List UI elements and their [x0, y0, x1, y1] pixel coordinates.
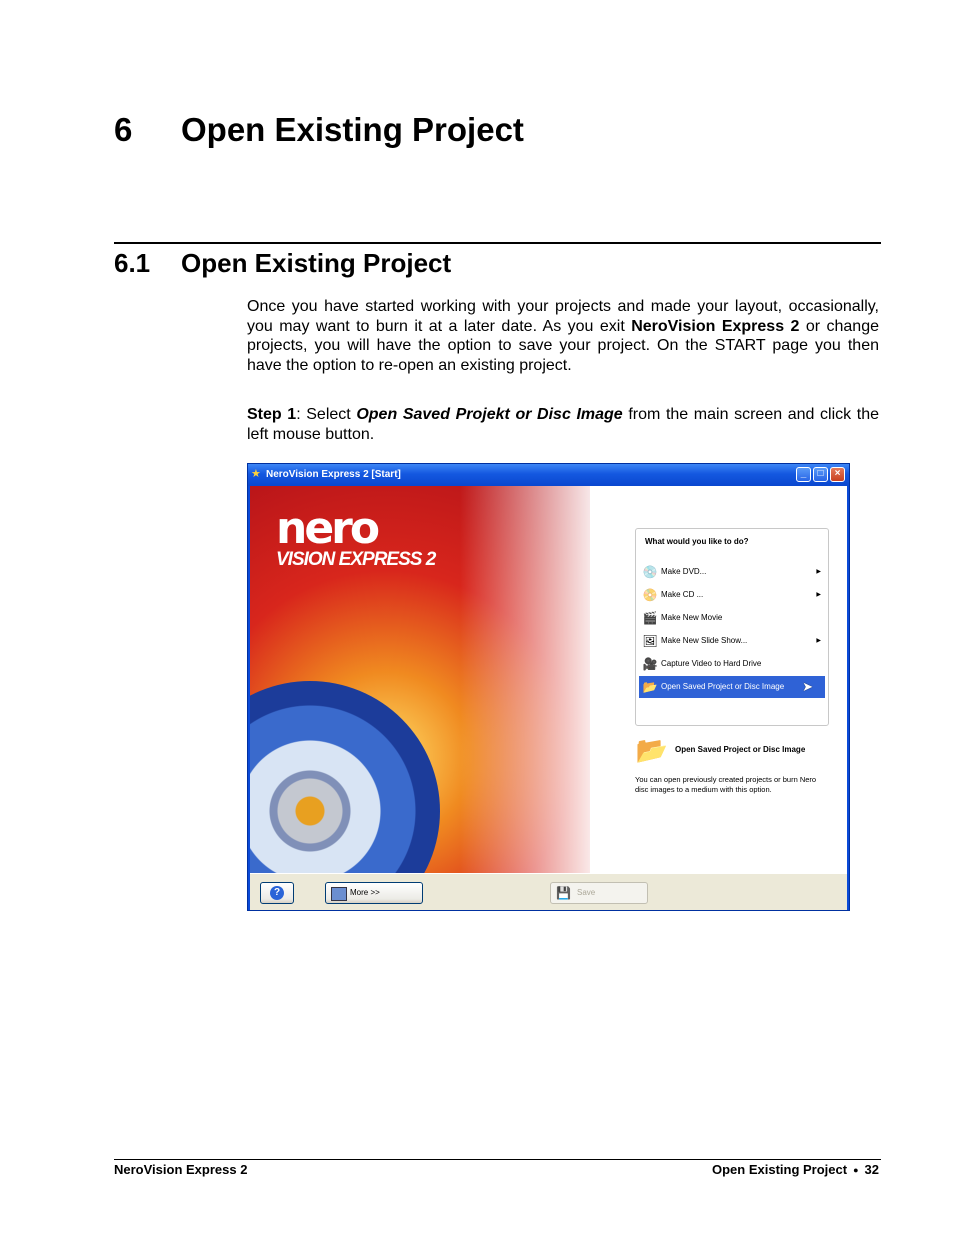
section-title: Open Existing Project [181, 248, 452, 278]
window-title: NeroVision Express 2 [Start] [266, 469, 401, 480]
app-icon: ★ [251, 468, 261, 480]
task-heading: What would you like to do? [645, 537, 749, 546]
more-button[interactable] [325, 882, 423, 904]
section-rule [114, 242, 881, 244]
help-icon: ? [270, 886, 284, 900]
footer-rule [114, 1159, 881, 1160]
task-make-dvd[interactable] [639, 561, 825, 583]
capture-icon: 🎥 [642, 657, 658, 671]
step1-text-a: : Select [296, 406, 357, 423]
step1-label: Step 1 [247, 406, 297, 423]
window-client-area [250, 486, 847, 873]
floppy-disk-icon: 💾 [556, 886, 571, 900]
save-label: Save [577, 888, 596, 897]
minimize-button[interactable]: _ [796, 467, 811, 482]
help-button[interactable] [260, 882, 294, 904]
step1-text-b: from the main screen and click the left mouse button. [247, 406, 880, 443]
task-label: Make New Movie [661, 613, 723, 622]
footer-chapter-title: Open Existing Project [712, 1162, 848, 1177]
bottom-toolbar [250, 873, 847, 910]
task-label: Make New Slide Show... [661, 636, 748, 645]
task-menu [635, 528, 829, 726]
folder-open-large-icon: 📂 [635, 735, 669, 765]
task-label: Open Saved Project or Disc Image [661, 682, 785, 691]
submenu-arrow-icon: ▶ [816, 569, 821, 575]
more-icon [331, 887, 347, 901]
intro-text-b: or change projects, you will have the option to save your project. On the START page you then have the option to re-open an existing project. [247, 317, 879, 374]
folder-open-icon: 📂 [642, 680, 658, 694]
intro-paragraph [247, 297, 879, 375]
section-heading [114, 246, 451, 280]
footer-chapter [712, 1162, 879, 1178]
step1-paragraph [247, 405, 879, 444]
dvd-icon: 💿 [642, 565, 658, 579]
step1-emphasis: Open Saved Projekt or Disc Image [356, 406, 623, 423]
maximize-button[interactable]: □ [813, 467, 828, 482]
cd-icon: 📀 [642, 588, 658, 602]
slideshow-icon: 🖼 [642, 634, 658, 648]
description-text: You can open previously created projects or burn Nero disc images to a medium with this option. [635, 775, 817, 794]
task-make-slide-show[interactable] [639, 630, 825, 652]
window-titlebar[interactable] [248, 464, 849, 486]
more-label: More >> [350, 888, 380, 897]
chapter-heading [114, 108, 524, 152]
artwork-fade [460, 486, 630, 873]
save-button[interactable] [550, 882, 648, 904]
movie-icon: 🎬 [642, 611, 658, 625]
footer-product: NeroVision Express 2 [114, 1162, 248, 1177]
page-number: 32 [864, 1162, 879, 1177]
intro-text-a: Once you have started working with your projects and made your layout, occasionally, you may want to burn it at a later date. As you exit [247, 298, 879, 335]
close-button[interactable]: × [830, 467, 845, 482]
submenu-arrow-icon: ▶ [816, 638, 821, 644]
task-label: Make DVD... [661, 567, 707, 576]
task-capture-video[interactable] [639, 653, 825, 675]
nerovision-screenshot-window [247, 463, 850, 911]
bullet-icon: ● [853, 1165, 859, 1175]
nero-logo: nero [276, 503, 378, 554]
task-make-new-movie[interactable] [639, 607, 825, 629]
task-make-cd[interactable] [639, 584, 825, 606]
chapter-number: 6 [114, 111, 133, 148]
task-label: Make CD ... [661, 590, 704, 599]
vision-express-logo: VISION EXPRESS 2 [276, 549, 436, 570]
task-label: Capture Video to Hard Drive [661, 659, 762, 668]
intro-product-name: NeroVision Express 2 [631, 317, 800, 335]
task-open-saved-project[interactable] [639, 676, 825, 698]
description-title: Open Saved Project or Disc Image [675, 745, 806, 754]
submenu-arrow-icon: ▶ [816, 592, 821, 598]
mouse-cursor-icon: ➤ [802, 679, 813, 694]
section-number: 6.1 [114, 248, 151, 278]
chapter-title: Open Existing Project [181, 111, 524, 148]
